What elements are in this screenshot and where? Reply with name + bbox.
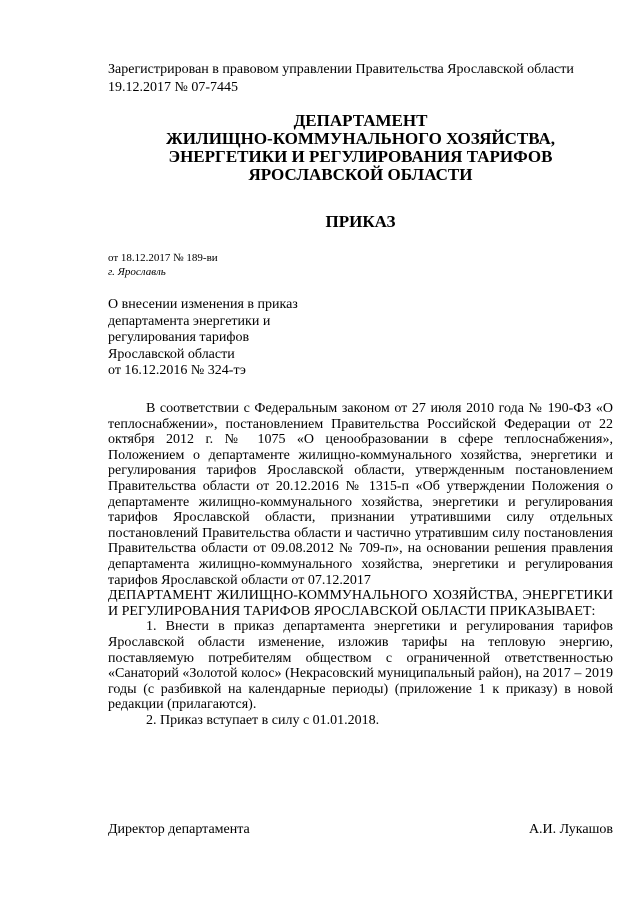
preamble-paragraph: В соответствии с Федеральным законом от 27 июля 2010 года № 190-ФЗ «О теплоснабжении», постановлением Правительства Российской Федерации от 22 октября 2012 г. № 1075 «О ценообразовании в сфере теплоснабжения», Положением о департаменте жилищно-коммунального хозяйства, энергетики и регулирования тарифов Ярославской области, утвержденным постановлением Правительства области от 20.12.2016 № 1315-п «Об утверждении Положения о департаменте жилищно-коммунального хозяйства, энергетики и регулирования тарифов Ярославской области, признании утратившими силу отдельных постановлений Правительства области и частично утратившим силу постановления Правительства области от 09.08.2012 № 709-п», на основании решения правления департамента жилищно-коммунального хозяйства, энергетики и регулирования тарифов Ярославской области от 07.12.2017 bbox=[108, 401, 613, 588]
item-2-paragraph: 2. Приказ вступает в силу с 01.01.2018. bbox=[146, 712, 380, 728]
date-number: от 18.12.2017 № 189-ви bbox=[108, 252, 218, 264]
document-meta bbox=[108, 251, 218, 279]
subject-line-1: О внесении изменения в приказ bbox=[108, 297, 298, 312]
city: г. Ярославль bbox=[108, 266, 166, 278]
header-line-4: ЯРОСЛАВСКОЙ ОБЛАСТИ bbox=[248, 165, 473, 184]
item-1-paragraph: 1. Внести в приказ департамента энергетики и регулирования тарифов Ярославской области изменение, изложив тарифы на тепловую энергию, поставляемую потребителям обществом с ограниченной ответственностью «Санаторий «Золотой колос» (Некрасовский муниципальный район), на 2017 – 2019 годы (с разбивкой на календарные периоды) (приложение 1 к приказу) в новой редакции (прилагаются). bbox=[108, 619, 613, 713]
header-line-3: ЭНЕРГЕТИКИ И РЕГУЛИРОВАНИЯ ТАРИФОВ bbox=[168, 147, 553, 166]
subject-line-5: от 16.12.2016 № 324-тэ bbox=[108, 363, 246, 378]
orders-paragraph: ДЕПАРТАМЕНТ ЖИЛИЩНО-КОММУНАЛЬНОГО ХОЗЯЙСТВА, ЭНЕРГЕТИКИ И РЕГУЛИРОВАНИЯ ТАРИФОВ ЯРОСЛАВСКОЙ ОБЛАСТИ ПРИКАЗЫВАЕТ: bbox=[108, 588, 613, 619]
department-header bbox=[108, 112, 613, 184]
subject-line-4: Ярославской области bbox=[108, 346, 235, 362]
registration-line-2: 19.12.2017 № 07-7445 bbox=[108, 80, 239, 95]
subject-line-3: регулирования тарифов bbox=[108, 330, 250, 345]
registration-note bbox=[108, 61, 613, 97]
order-subject bbox=[108, 297, 408, 380]
signer-name: А.И. Лукашов bbox=[528, 822, 613, 837]
order-body bbox=[108, 401, 613, 728]
header-line-2: ЖИЛИЩНО-КОММУНАЛЬНОГО ХОЗЯЙСТВА, bbox=[166, 129, 555, 148]
header-line-1: ДЕПАРТАМЕНТ bbox=[293, 111, 428, 130]
signer-position: Директор департамента bbox=[108, 822, 250, 837]
signature-block bbox=[108, 821, 613, 839]
subject-line-2: департамента энергетики и bbox=[108, 313, 271, 329]
document-type-title: ПРИКАЗ bbox=[325, 212, 396, 231]
registration-line-1: Зарегистрирован в правовом управлении Правительства Ярославской области bbox=[108, 62, 574, 77]
